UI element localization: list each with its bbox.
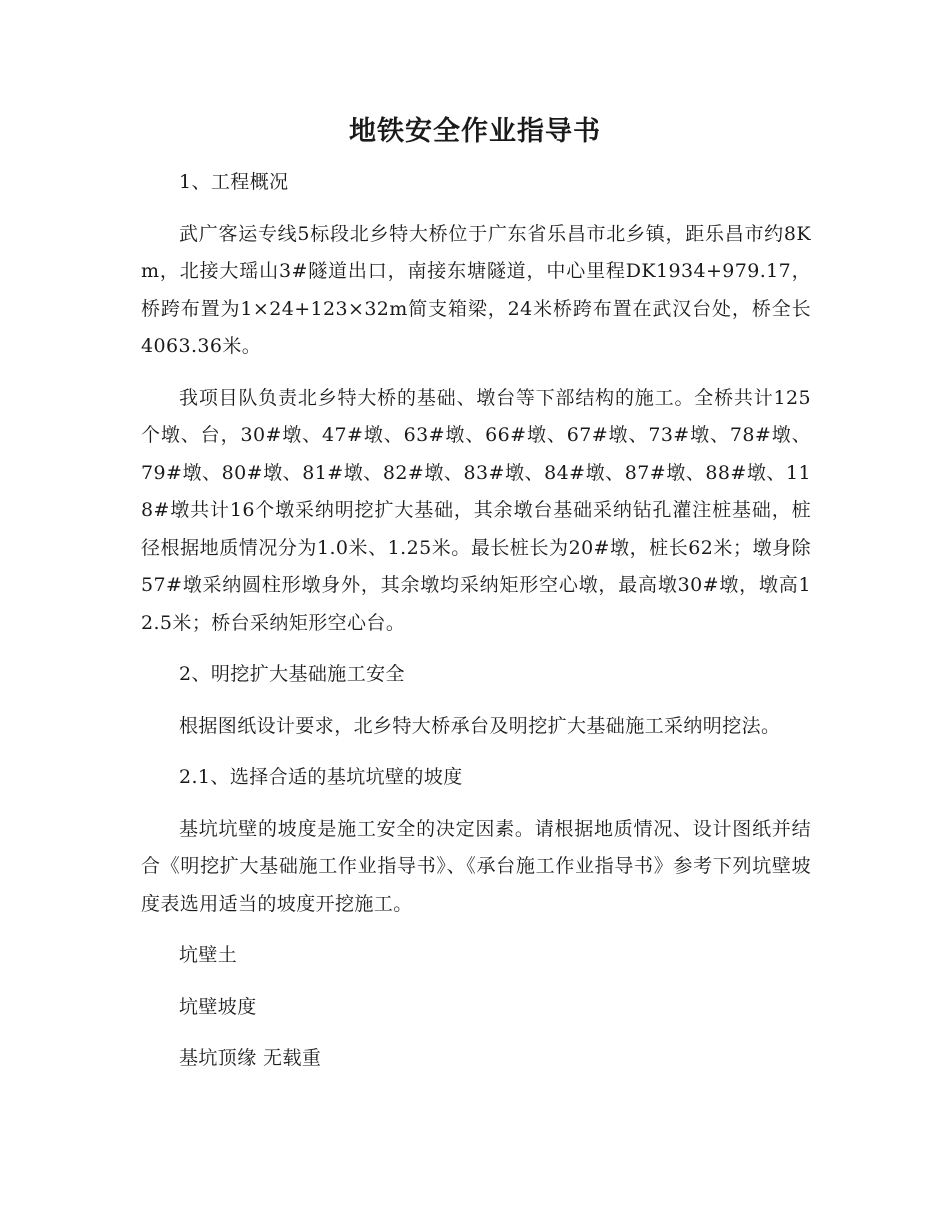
- table-label-soil: 坑壁土: [179, 944, 238, 966]
- section-heading-overview: 1、工程概况: [179, 171, 289, 193]
- document-title: 地铁安全作业指导书: [349, 116, 601, 147]
- paragraph-project-scope: 我项目队负责北乡特大桥的基础、墩台等下部结构的施工。全桥共计125个墩、台，30#墩、47#墩、63#墩、66#墩、67#墩、73#墩、78#墩、79#墩、80#墩、81#墩、82#墩、83#墩、84#墩、87#墩、88#墩、118#墩共计16个墩采纳明挖扩大基础，其余墩台基础采纳钻孔灌注桩基础，桩径根据地质情况分为1.0米、1.25米。最长桩长为20#墩，桩长62米；墩身除57#墩采纳圆柱形墩身外，其余墩均采纳矩形空心墩，最高墩30#墩，墩高12.5米；桥台采纳矩形空心台。: [141, 386, 811, 634]
- document-body: [141, 164, 811, 1092]
- table-label-top-edge: 基坑顶缘 无载重: [179, 1047, 322, 1069]
- section-heading-excavation-safety: 2、明挖扩大基础施工安全: [179, 663, 405, 685]
- paragraph-slope-guidance: 基坑坑壁的坡度是施工安全的决定因素。请根据地质情况、设计图纸并结合《明挖扩大基础施工作业指导书》、《承台施工作业指导书》参考下列坑壁坡度表选用适当的坡度开挖施工。: [141, 817, 811, 915]
- table-label-slope: 坑壁坡度: [179, 995, 257, 1018]
- paragraph-excavation-method: 根据图纸设计要求，北乡特大桥承台及明挖扩大基础施工采纳明挖法。: [179, 714, 781, 737]
- subsection-heading-slope: 2.1、选择合适的基坑坑壁的坡度: [179, 766, 463, 788]
- paragraph-project-location: 武广客运专线5标段北乡特大桥位于广东省乐昌市北乡镇，距乐昌市约8Km，北接大瑶山3#隧道出口，南接东塘隧道，中心里程DK1934+979.17，桥跨布置为1×24+123×32m简支箱梁，24米桥跨布置在武汉台处，桥全长4063.36米。: [141, 222, 811, 357]
